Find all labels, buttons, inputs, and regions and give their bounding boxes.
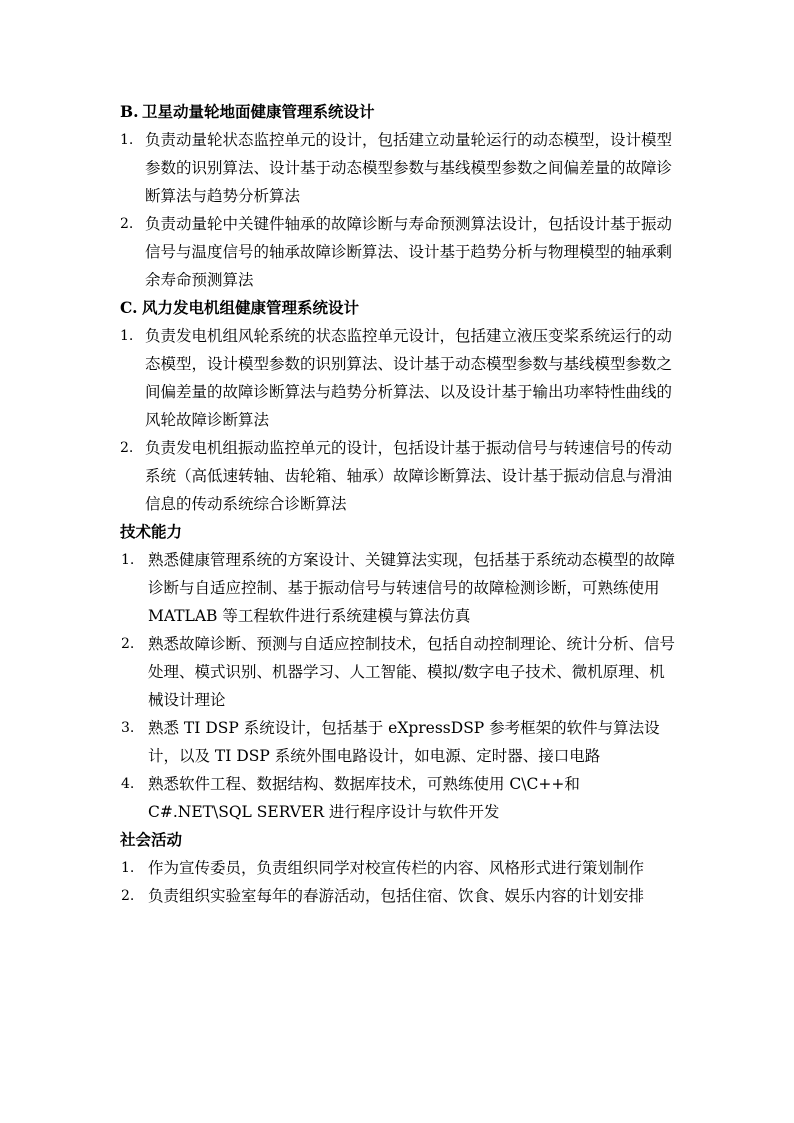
section-c-item-1 [120,322,680,434]
skills-item-4 [120,770,680,826]
section-b-title: 卫星动量轮地面健康管理系统设计 [142,102,375,121]
social-item-1 [120,854,680,882]
resume-content [120,98,680,910]
list-number: 2. [121,888,135,904]
list-item-text: 负责发电机组振动监控单元的设计，包括设计基于振动信号与转速信号的传动系统（高低速转轴、齿轮箱、轴承）故障诊断算法、设计基于振动信息与滑油信息的传动系统综合诊断算法 [145,439,673,513]
list-number: 4. [121,776,135,792]
list-item-text: 负责组织实验室每年的春游活动，包括住宿、饮食、娱乐内容的计划安排 [148,887,645,905]
list-item-text: 负责动量轮状态监控单元的设计，包括建立动量轮运行的动态模型，设计模型参数的识别算法、设计基于动态模型参数与基线模型参数之间偏差量的故障诊断算法与趋势分析算法 [145,131,673,205]
list-number: 2. [120,440,134,456]
section-c-letter: C. [120,298,138,317]
list-item-text: 负责动量轮中关键件轴承的故障诊断与寿命预测算法设计，包括设计基于振动信号与温度信号的轴承故障诊断算法、设计基于趋势分析与物理模型的轴承剩余寿命预测算法 [145,215,673,289]
skills-item-1 [120,546,680,630]
list-number: 2. [121,636,135,652]
section-b-item-2 [120,210,680,294]
list-number: 1. [120,328,134,344]
section-b-letter: B. [120,102,139,121]
list-item-text: 作为宣传委员，负责组织同学对校宣传栏的内容、风格形式进行策划制作 [148,859,645,877]
list-item-text: 熟悉故障诊断、预测与自适应控制技术，包括自动控制理论、统计分析、信号处理、模式识别、机器学习、人工智能、模拟/数字电子技术、微机原理、机械设计理论 [148,635,676,709]
list-number: 1. [120,132,134,148]
list-item-text: 熟悉 TI DSP 系统设计，包括基于 eXpressDSP 参考框架的软件与算法设计，以及 TI DSP 系统外围电路设计，如电源、定时器、接口电路 [148,719,660,765]
skills-heading: 技术能力 [120,522,183,541]
section-b-item-1 [120,126,680,210]
list-number: 1. [121,860,135,876]
list-number: 1. [121,552,135,568]
list-item-text: 熟悉健康管理系统的方案设计、关键算法实现，包括基于系统动态模型的故障诊断与自适应控制、基于振动信号与转速信号的故障检测诊断，可熟练使用 MATLAB 等工程软件进行系统建模与算法仿真 [148,551,676,625]
skills-item-3 [120,714,680,770]
section-c-title: 风力发电机组健康管理系统设计 [142,298,360,317]
list-number: 2. [120,216,134,232]
section-c-item-2 [120,434,680,518]
list-item-text: 负责发电机组风轮系统的状态监控单元设计，包括建立液压变桨系统运行的动态模型，设计模型参数的识别算法、设计基于动态模型参数与基线模型参数之间偏差量的故障诊断算法与趋势分析算法、以及设计基于输出功率特性曲线的风轮故障诊断算法 [145,327,673,429]
social-heading: 社会活动 [120,830,183,849]
section-b-heading [120,98,680,126]
social-item-2 [120,882,680,910]
section-c-heading [120,294,680,322]
list-item-text: 熟悉软件工程、数据结构、数据库技术，可熟练使用 C\C++和 C#.NET\SQL SERVER 进行程序设计与软件开发 [148,775,580,821]
skills-item-2 [120,630,680,714]
list-number: 3. [121,720,135,736]
